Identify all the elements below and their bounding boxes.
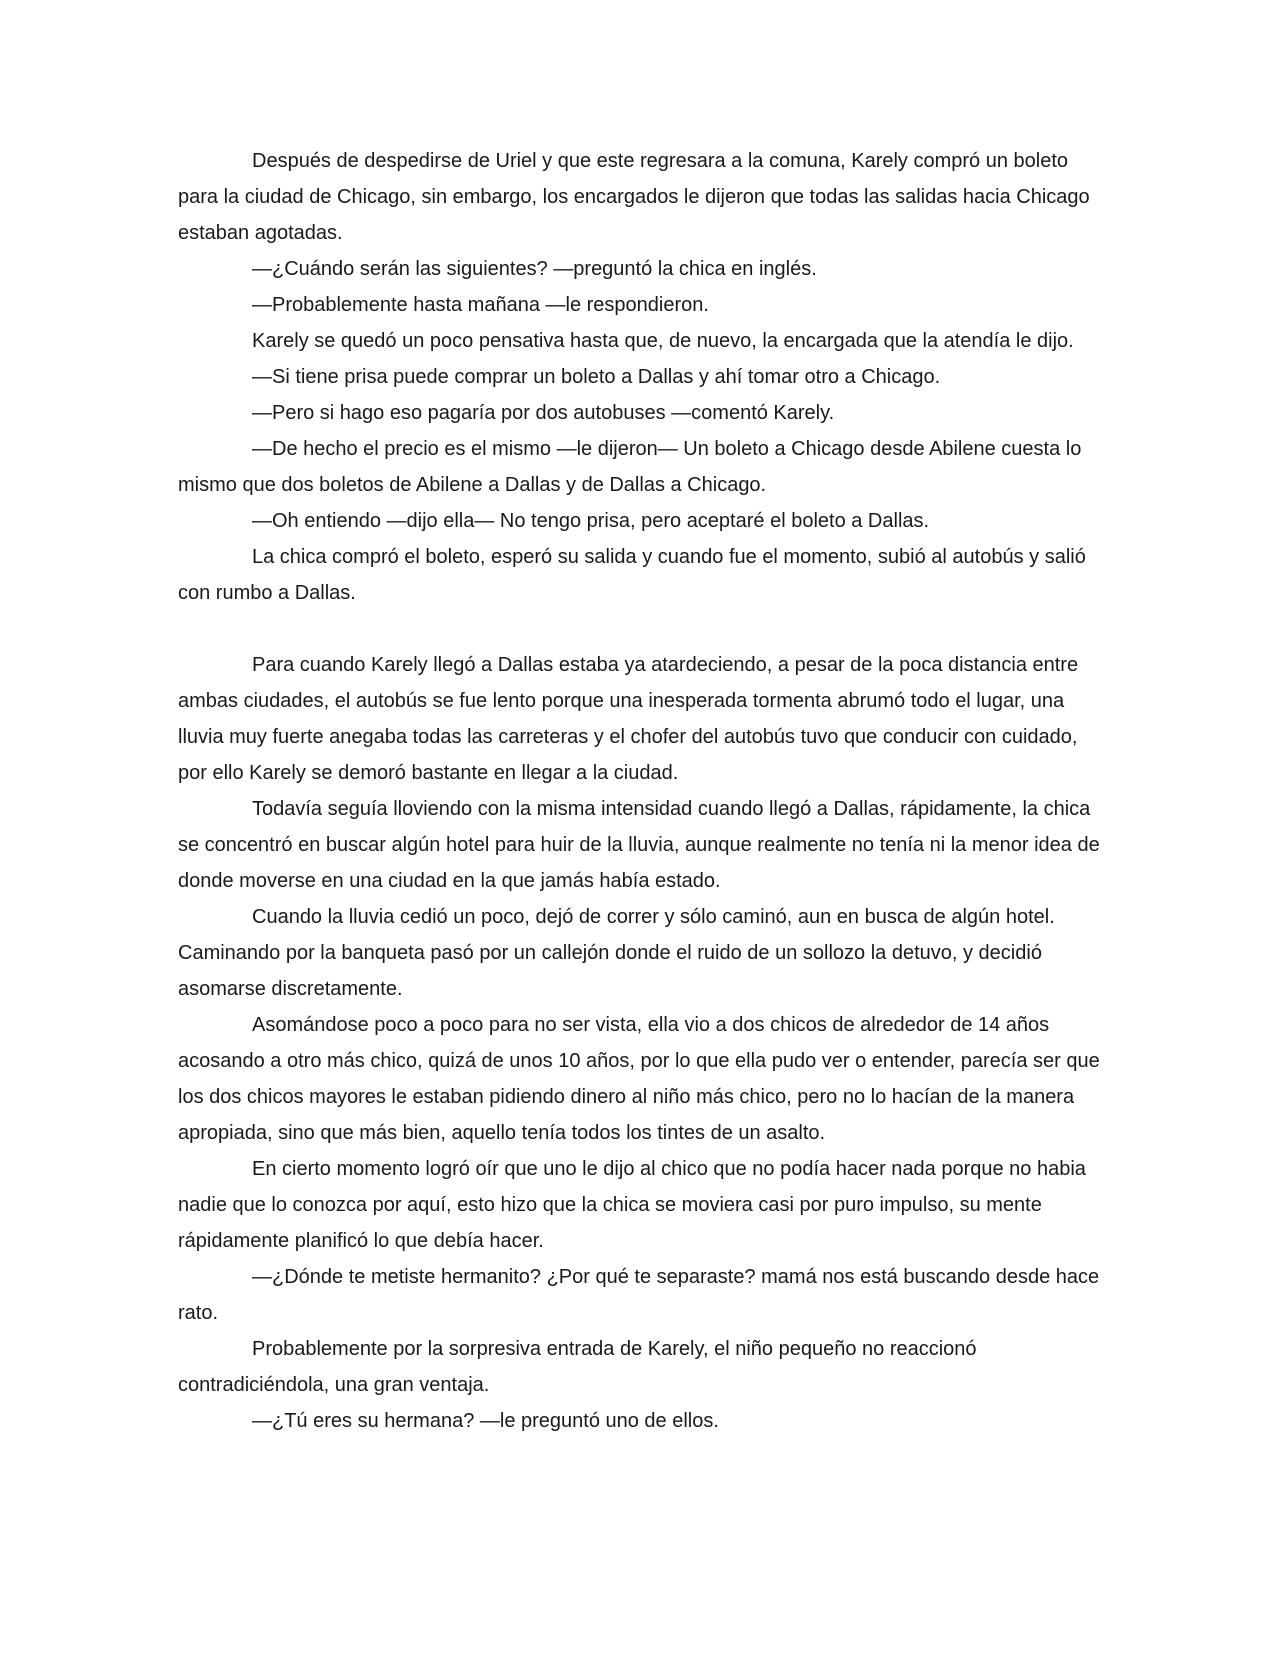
paragraph: —¿Tú eres su hermana? —le preguntó uno de ellos.: [252, 1410, 719, 1432]
paragraph: La chica compró el boleto, esperó su salida y cuando fue el momento, subió al autobús y salió con rumbo a Dallas.: [178, 546, 1086, 604]
paragraph: Cuando la lluvia cedió un poco, dejó de correr y sólo caminó, aun en busca de algún hotel. Caminando por la banqueta pasó por un callejón donde el ruido de un sollozo la detuvo, y decidió asomarse discretamente.: [178, 906, 1055, 1000]
paragraph: Probablemente por la sorpresiva entrada de Karely, el niño pequeño no reaccionó contradiciéndola, una gran ventaja.: [178, 1338, 977, 1396]
paragraph: —¿Cuándo serán las siguientes? —preguntó la chica en inglés.: [252, 258, 817, 280]
paragraph: Todavía seguía lloviendo con la misma intensidad cuando llegó a Dallas, rápidamente, la chica se concentró en buscar algún hotel para huir de la lluvia, aunque realmente no tenía ni la menor idea de donde moverse en una ciudad en la que jamás había estado.: [178, 798, 1100, 892]
paragraph: En cierto momento logró oír que uno le dijo al chico que no podía hacer nada porque no habia nadie que lo conozca por aquí, esto hizo que la chica se moviera casi por puro impulso, su mente rápidamente planificó lo que debía hacer.: [178, 1158, 1086, 1252]
paragraph: —De hecho el precio es el mismo —le dijeron— Un boleto a Chicago desde Abilene cuesta lo mismo que dos boletos de Abilene a Dallas y de Dallas a Chicago.: [178, 438, 1082, 496]
paragraph: —Oh entiendo —dijo ella— No tengo prisa, pero aceptaré el boleto a Dallas.: [252, 510, 930, 532]
paragraph: Asomándose poco a poco para no ser vista, ella vio a dos chicos de alrededor de 14 años acosando a otro más chico, quizá de unos 10 años, por lo que ella pudo ver o entender, parecía ser que los dos chicos mayores le estaban pidiendo dinero al niño más chico, pero no lo hacían de la manera apropiada, sino que más bien, aquello tenía todos los tintes de un asalto.: [178, 1014, 1100, 1144]
document-body: [178, 143, 1103, 1439]
paragraph: Para cuando Karely llegó a Dallas estaba ya atardeciendo, a pesar de la poca distancia entre ambas ciudades, el autobús se fue lento porque una inesperada tormenta abrumó todo el lugar, una lluvia muy fuerte anegaba todas las carreteras y el chofer del autobús tuvo que conducir con cuidado, por ello Karely se demoró bastante en llegar a la ciudad.: [178, 654, 1079, 784]
paragraph: —Si tiene prisa puede comprar un boleto a Dallas y ahí tomar otro a Chicago.: [252, 366, 941, 388]
paragraph: —Probablemente hasta mañana —le respondieron.: [252, 294, 709, 316]
paragraph: —¿Dónde te metiste hermanito? ¿Por qué te separaste? mamá nos está buscando desde hace rato.: [178, 1266, 1100, 1324]
section-break: [178, 611, 1103, 647]
paragraph: Después de despedirse de Uriel y que este regresara a la comuna, Karely compró un boleto para la ciudad de Chicago, sin embargo, los encargados le dijeron que todas las salidas hacia Chicago estaban agotadas.: [178, 150, 1090, 244]
paragraph: Karely se quedó un poco pensativa hasta que, de nuevo, la encargada que la atendía le dijo.: [252, 330, 1074, 352]
paragraph: —Pero si hago eso pagaría por dos autobuses —comentó Karely.: [252, 402, 835, 424]
